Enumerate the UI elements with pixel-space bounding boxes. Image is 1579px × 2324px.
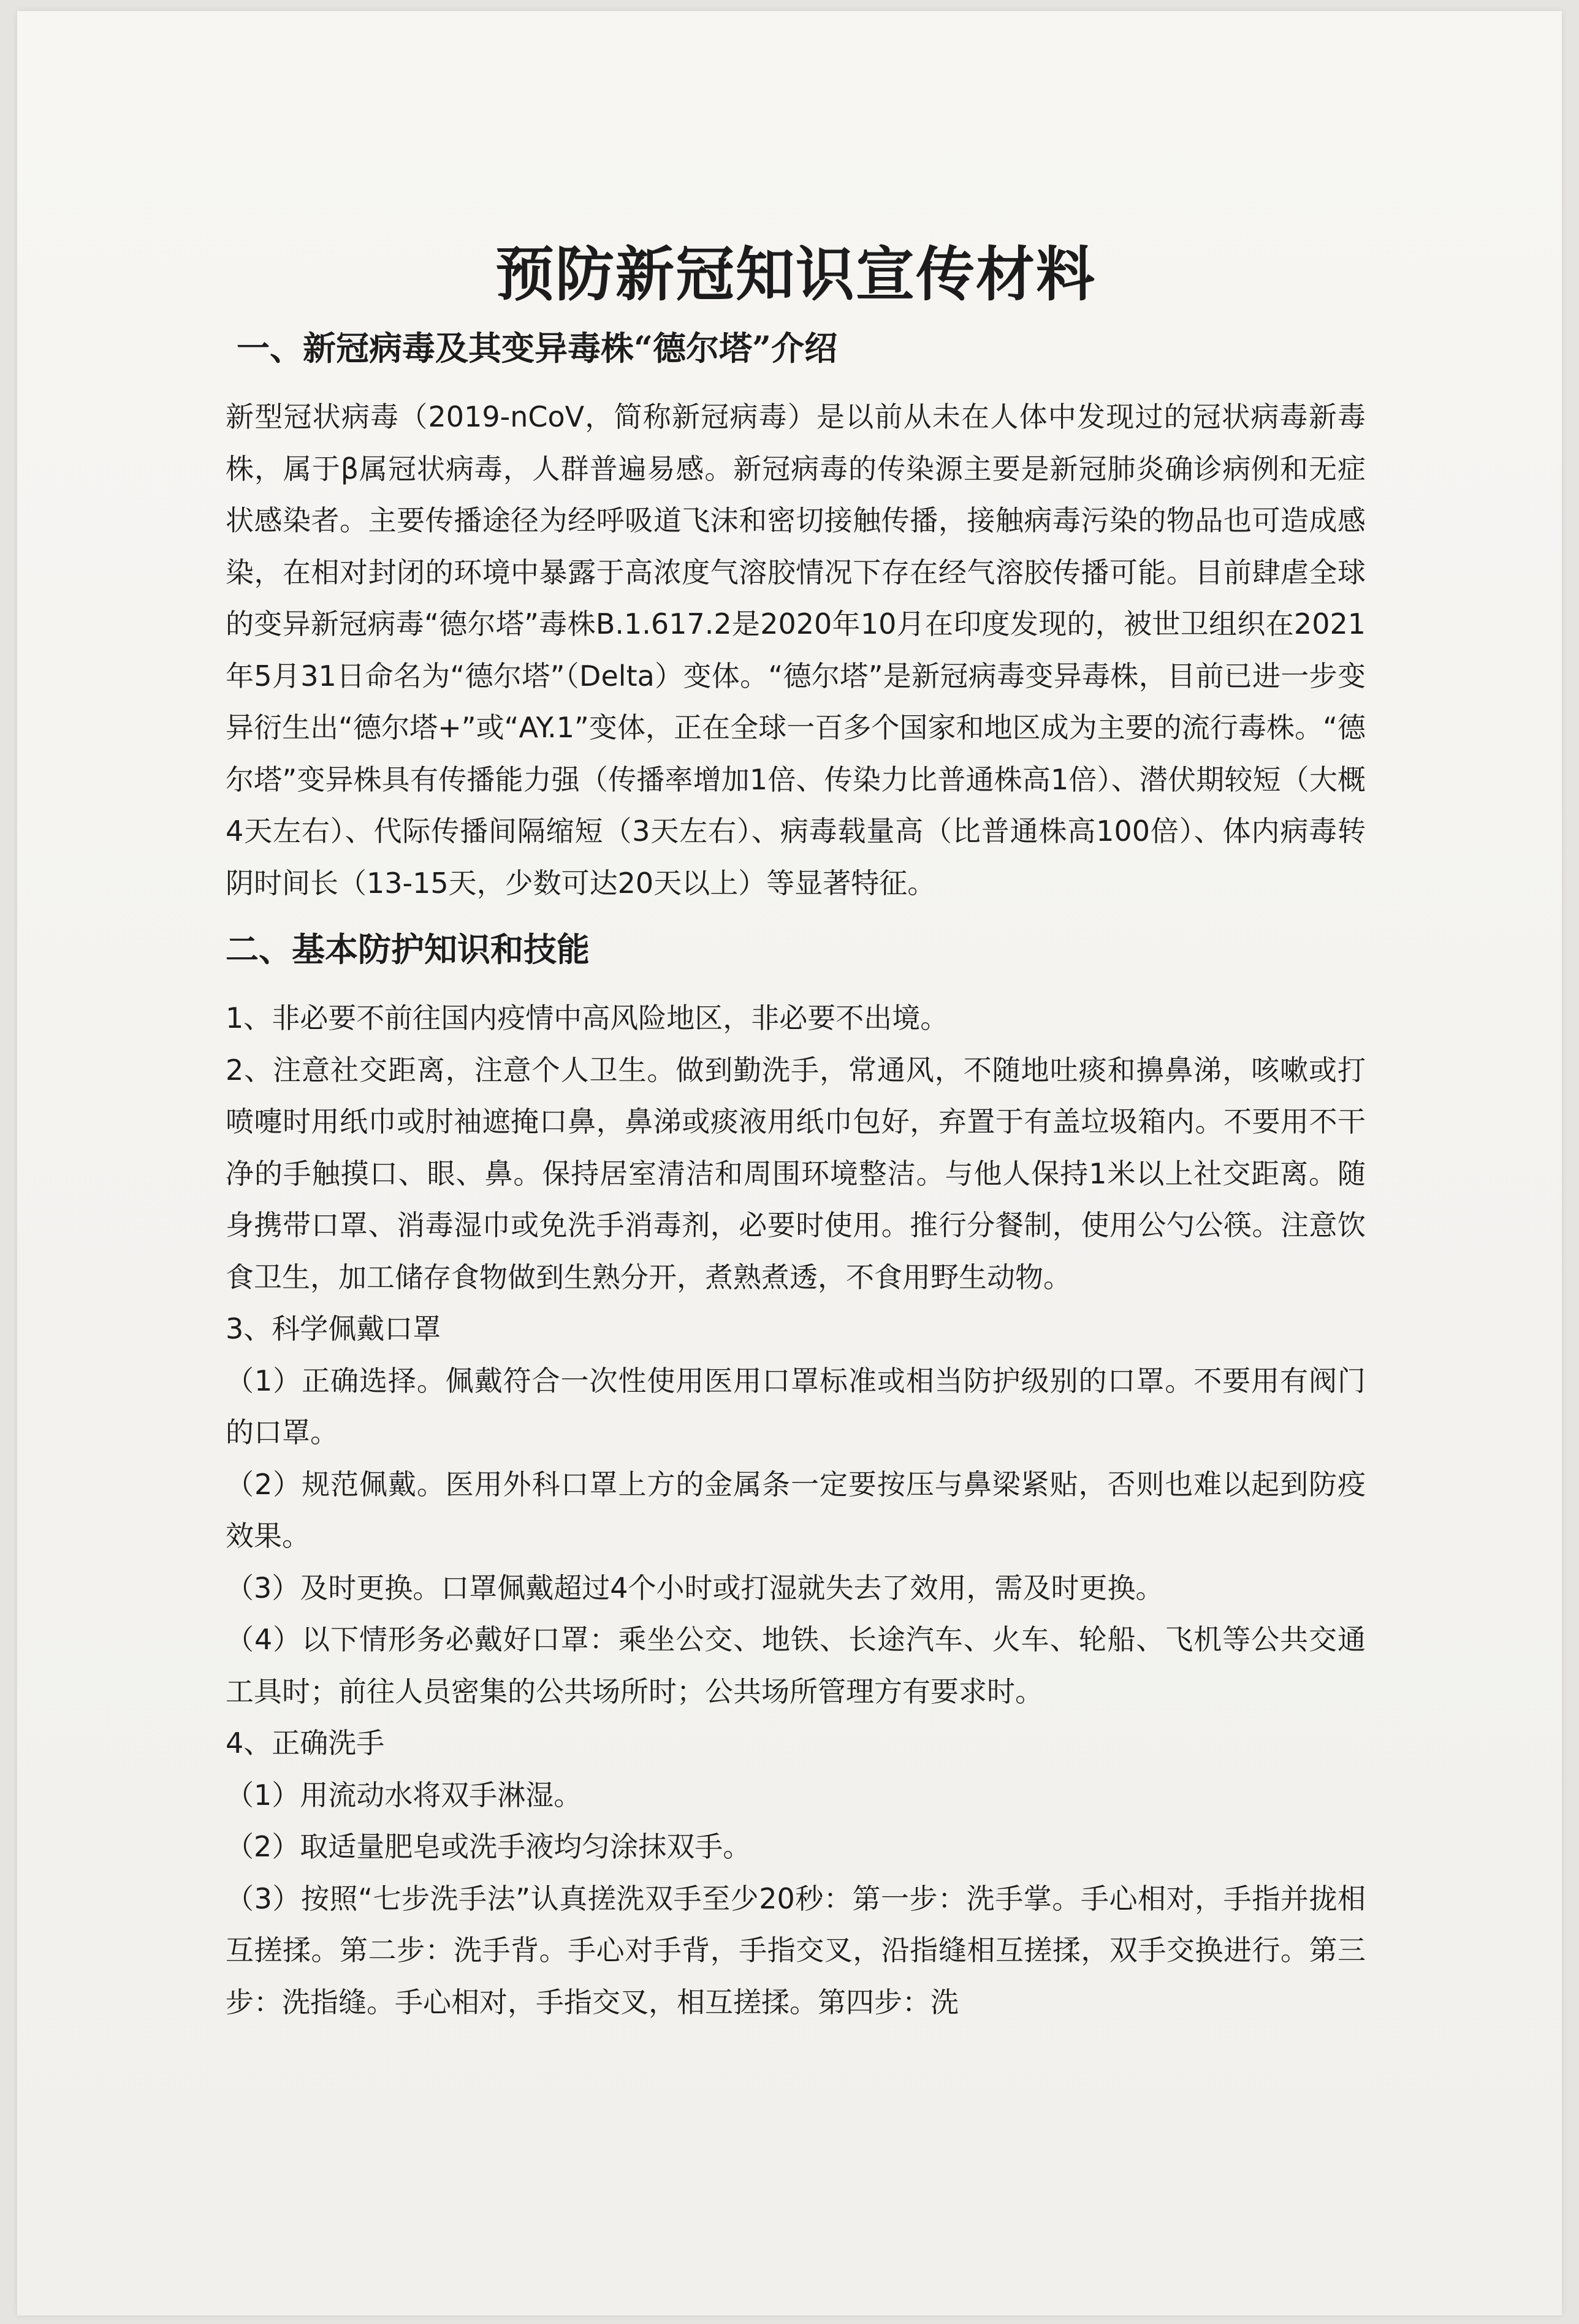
section-1-paragraph: 新型冠状病毒（2019-nCoV，简称新冠病毒）是以前从未在人体中发现过的冠状病毒新毒株，属于β属冠状病毒，人群普遍易感。新冠病毒的传染源主要是新冠肺炎确诊病例和无症状感染者。主要传播途径为经呼吸道飞沫和密切接触传播，接触病毒污染的物品也可造成感染，在相对封闭的环境中暴露于高浓度气溶胶情况下存在经气溶胶传播可能。目前肆虐全球的变异新冠病毒“德尔塔”毒株B.1.617.2是2020年10月在印度发现的，被世卫组织在2021年5月31日命名为“德尔塔”（Delta）变体。“德尔塔”是新冠病毒变异毒株，目前已进一步变异衍生出“德尔塔+”或“AY.1”变体，正在全球一百多个国家和地区成为主要的流行毒株。“德尔塔”变异株具有传播能力强（传播率增加1倍、传染力比普通株高1倍）、潜伏期较短（大概4天左右）、代际传播间隔缩短（3天左右）、病毒载量高（比普通株高100倍）、体内病毒转阴时间长（13-15天，少数可达20天以上）等显著特征。 [226,400,1366,900]
list-item: （1）正确选择。佩戴符合一次性使用医用口罩标准或相当防护级别的口罩。不要用有阀门的口罩。 [226,1364,1366,1449]
list-item: （4）以下情形务必戴好口罩：乘坐公交、地铁、长途汽车、火车、轮船、飞机等公共交通工具时；前往人员密集的公共场所时；公共场所管理方有要求时。 [226,1623,1366,1708]
list-item: 2、注意社交距离，注意个人卫生。做到勤洗手，常通风，不随地吐痰和擤鼻涕，咳嗽或打喷嚏时用纸巾或肘袖遮掩口鼻，鼻涕或痰液用纸巾包好，弃置于有盖垃圾箱内。不要用不干净的手触摸口、眼、鼻。保持居室清洁和周围环境整洁。与他人保持1米以上社交距离。随身携带口罩、消毒湿巾或免洗手消毒剂，必要时使用。推行分餐制，使用公勺公筷。注意饮食卫生，加工储存食物做到生熟分开，煮熟煮透，不食用野生动物。 [226,1053,1366,1294]
list-item: 1、非必要不前往国内疫情中高风险地区，非必要不出境。 [226,1001,949,1035]
document-content [226,238,1366,2028]
list-item: 4、正确洗手 [226,1726,385,1760]
list-item: （2）规范佩戴。医用外科口罩上方的金属条一定要按压与鼻梁紧贴，否则也难以起到防疫效果。 [226,1467,1366,1552]
section-1-body [226,391,1366,909]
section-2-heading: 二、基本防护知识和技能 [226,930,590,969]
document-title: 预防新冠知识宣传材料 [495,240,1096,309]
list-item: 3、科学佩戴口罩 [226,1312,441,1345]
list-item: （2）取适量肥皂或洗手液均匀涂抹双手。 [226,1830,751,1863]
list-item: （3）按照“七步洗手法”认真搓洗双手至少20秒：第一步：洗手掌。手心相对，手指并拢相互搓揉。第二步：洗手背。手心对手背，手指交叉，沿指缝相互搓揉，双手交换进行。第三步：洗指缝。手心相对，手指交叉，相互搓揉。第四步：洗 [226,1882,1366,2019]
section-2-list [226,992,1366,2028]
list-item: （1）用流动水将双手淋湿。 [226,1778,582,1812]
list-item: （3）及时更换。口罩佩戴超过4个小时或打湿就失去了效用，需及时更换。 [226,1571,1164,1604]
section-1-heading: 一、新冠病毒及其变异毒株“德尔塔”介绍 [237,328,838,368]
paper-sheet [17,11,1562,2315]
section-2 [226,924,1366,2028]
